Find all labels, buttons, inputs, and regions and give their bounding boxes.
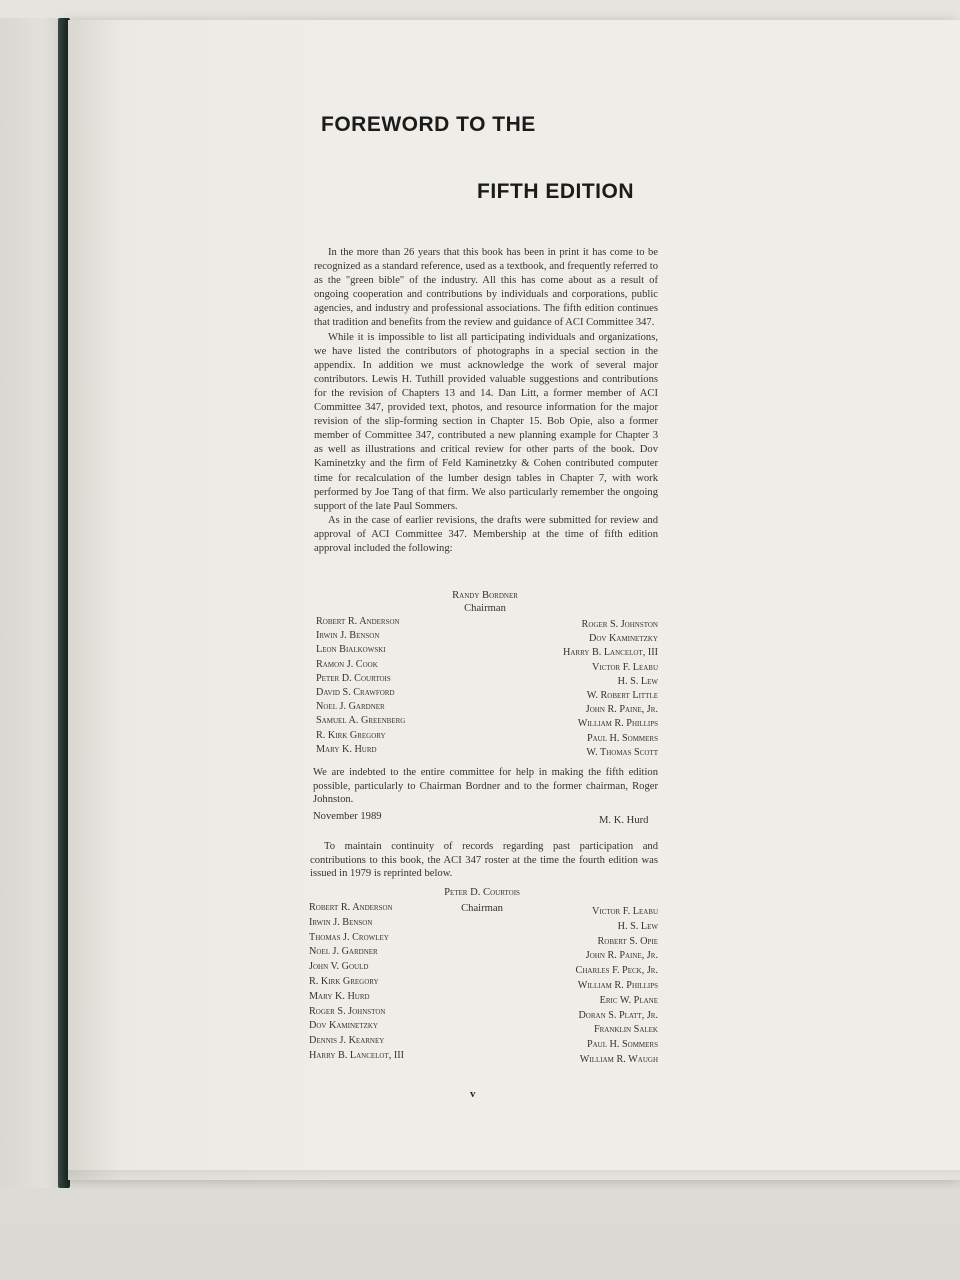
continuity-text <box>310 840 658 881</box>
member-name: Paul H. Sommers <box>586 732 658 744</box>
member-name: Robert R. Anderson <box>309 902 393 913</box>
member-name: Noel J. Gardner <box>309 946 378 958</box>
member-name: Roger S. Johnston <box>309 1005 386 1017</box>
member-name: Robert R. Anderson <box>316 616 400 627</box>
chairman-1989-label: Chairman <box>464 603 506 614</box>
member-name: Thomas J. Crowley <box>309 931 389 943</box>
page-shadow <box>68 1170 960 1190</box>
member-name: Mary K. Hurd <box>316 743 377 755</box>
continuity: To maintain continuity of records regarding past participation and contributions to this book, the ACI 347 roster at the time the fourth edition was issued in 1979 is reprinted below. <box>310 841 658 880</box>
left-page-stack <box>0 18 62 1188</box>
member-name: Dov Kaminetzky <box>309 1020 378 1032</box>
member-name: Mary K. Hurd <box>309 990 370 1002</box>
member-name: Harry B. Lancelot, III <box>562 647 658 659</box>
member-name: Roger S. Johnston <box>581 619 658 630</box>
member-name: W. Thomas Scott <box>586 746 658 758</box>
paragraph: As in the case of earlier revisions, the drafts were submitted for review and approval of ACI Committee 347. Membership at the time of fifth edition approval included the following: <box>314 514 658 554</box>
acknowledgement: We are indebted to the entire committee for help in making the fifth edition possible, particularly to Chairman Bordner and to the former chairman, Roger Johnston. <box>313 767 658 806</box>
member-name: H. S. Lew <box>617 675 658 687</box>
chairman-1989-name: Randy Bordner <box>452 590 518 601</box>
committee-1989-left <box>316 615 405 757</box>
member-name: David S. Crawford <box>316 686 395 698</box>
chairman-1979-label: Chairman <box>461 903 503 914</box>
member-name: Noel J. Gardner <box>316 701 385 713</box>
member-name: Leon Bialkowski <box>316 644 386 656</box>
member-name: H. S. Lew <box>617 920 658 932</box>
member-name: John R. Paine, Jr. <box>585 950 658 962</box>
member-name: Harry B. Lancelot, III <box>309 1049 405 1061</box>
member-name: John V. Gould <box>309 961 369 973</box>
member-name: R. Kirk Gregory <box>316 729 386 741</box>
paragraph: While it is impossible to list all participating individuals and organizations, we have listed the contributors of photographs in a special section in the appendix. In addition we must acknowledge the work of several major contributors. Lewis H. Tuthill provided valuable suggestions and contributions for the revision of Chapters 13 and 14. Dan Litt, a former member of ACI Committee 347, provided text, photos, and resource information for the major revision of the slip-forming section in Chapter 15. Bob Opie, also a former member of Committee 347, contributed a new planning example for Chapter 3 as well as illustrations and critical review for other parts of the book. Dov Kaminetzky and the firm of Feld Kaminetzky & Cohen contributed computer time for recalculation of the lumber design tables in Chapter 7, with work performed by Joe Tang of that firm. We also particularly remember the ongoing support of the late Paul Sommers. <box>314 331 658 512</box>
member-name: Robert S. Opie <box>597 935 658 947</box>
member-name: Charles F. Peck, Jr. <box>575 965 658 977</box>
member-name: Victor F. Leabu <box>592 661 658 673</box>
member-name: Ramon J. Cook <box>316 658 378 670</box>
member-name: Doran S. Platt, Jr. <box>578 1009 658 1021</box>
title-line-1: FOREWORD TO THE <box>321 113 536 136</box>
member-name: William R. Phillips <box>577 979 658 991</box>
member-name: Dennis J. Kearney <box>309 1035 385 1047</box>
member-name: Dov Kaminetzky <box>589 633 658 645</box>
acknowledgement-text <box>313 766 658 807</box>
member-name: W. Robert Little <box>586 689 658 701</box>
date: November 1989 <box>313 811 382 822</box>
member-name: John R. Paine, Jr. <box>585 704 658 716</box>
member-name: Peter D. Courtois <box>316 672 391 684</box>
member-name: William R. Phillips <box>577 718 658 730</box>
member-name: Victor F. Leabu <box>592 906 658 917</box>
foreword-body <box>314 246 658 556</box>
title-line-2: FIFTH EDITION <box>477 180 634 203</box>
member-name: Eric W. Plane <box>599 994 658 1006</box>
member-name: William R. Waugh <box>579 1053 658 1065</box>
member-name: R. Kirk Gregory <box>309 975 379 987</box>
member-name: Irwin J. Benson <box>309 916 373 928</box>
chairman-1979-name: Peter D. Courtois <box>444 887 520 898</box>
page-number: v <box>470 1088 476 1100</box>
member-name: Paul H. Sommers <box>586 1039 658 1051</box>
committee-1979-right <box>500 905 658 1068</box>
member-name: Franklin Salek <box>593 1024 658 1036</box>
signature: M. K. Hurd <box>599 815 649 826</box>
committee-1979-left <box>309 901 404 1064</box>
member-name: Samuel A. Greenberg <box>316 715 406 727</box>
member-name: Irwin J. Benson <box>316 630 380 642</box>
paragraph: In the more than 26 years that this book has been in print it has come to be recognized as a standard reference, used as a textbook, and frequently referred to as the "green bible" of the industry. All this has come about as a result of ongoing cooperation and contributions by individuals and corporations, public agencies, and industry and professional associations. The fifth edition continues that tradition and benefits from the review and guidance of ACI Committee 347. <box>314 247 658 329</box>
committee-1989-right <box>500 618 658 760</box>
